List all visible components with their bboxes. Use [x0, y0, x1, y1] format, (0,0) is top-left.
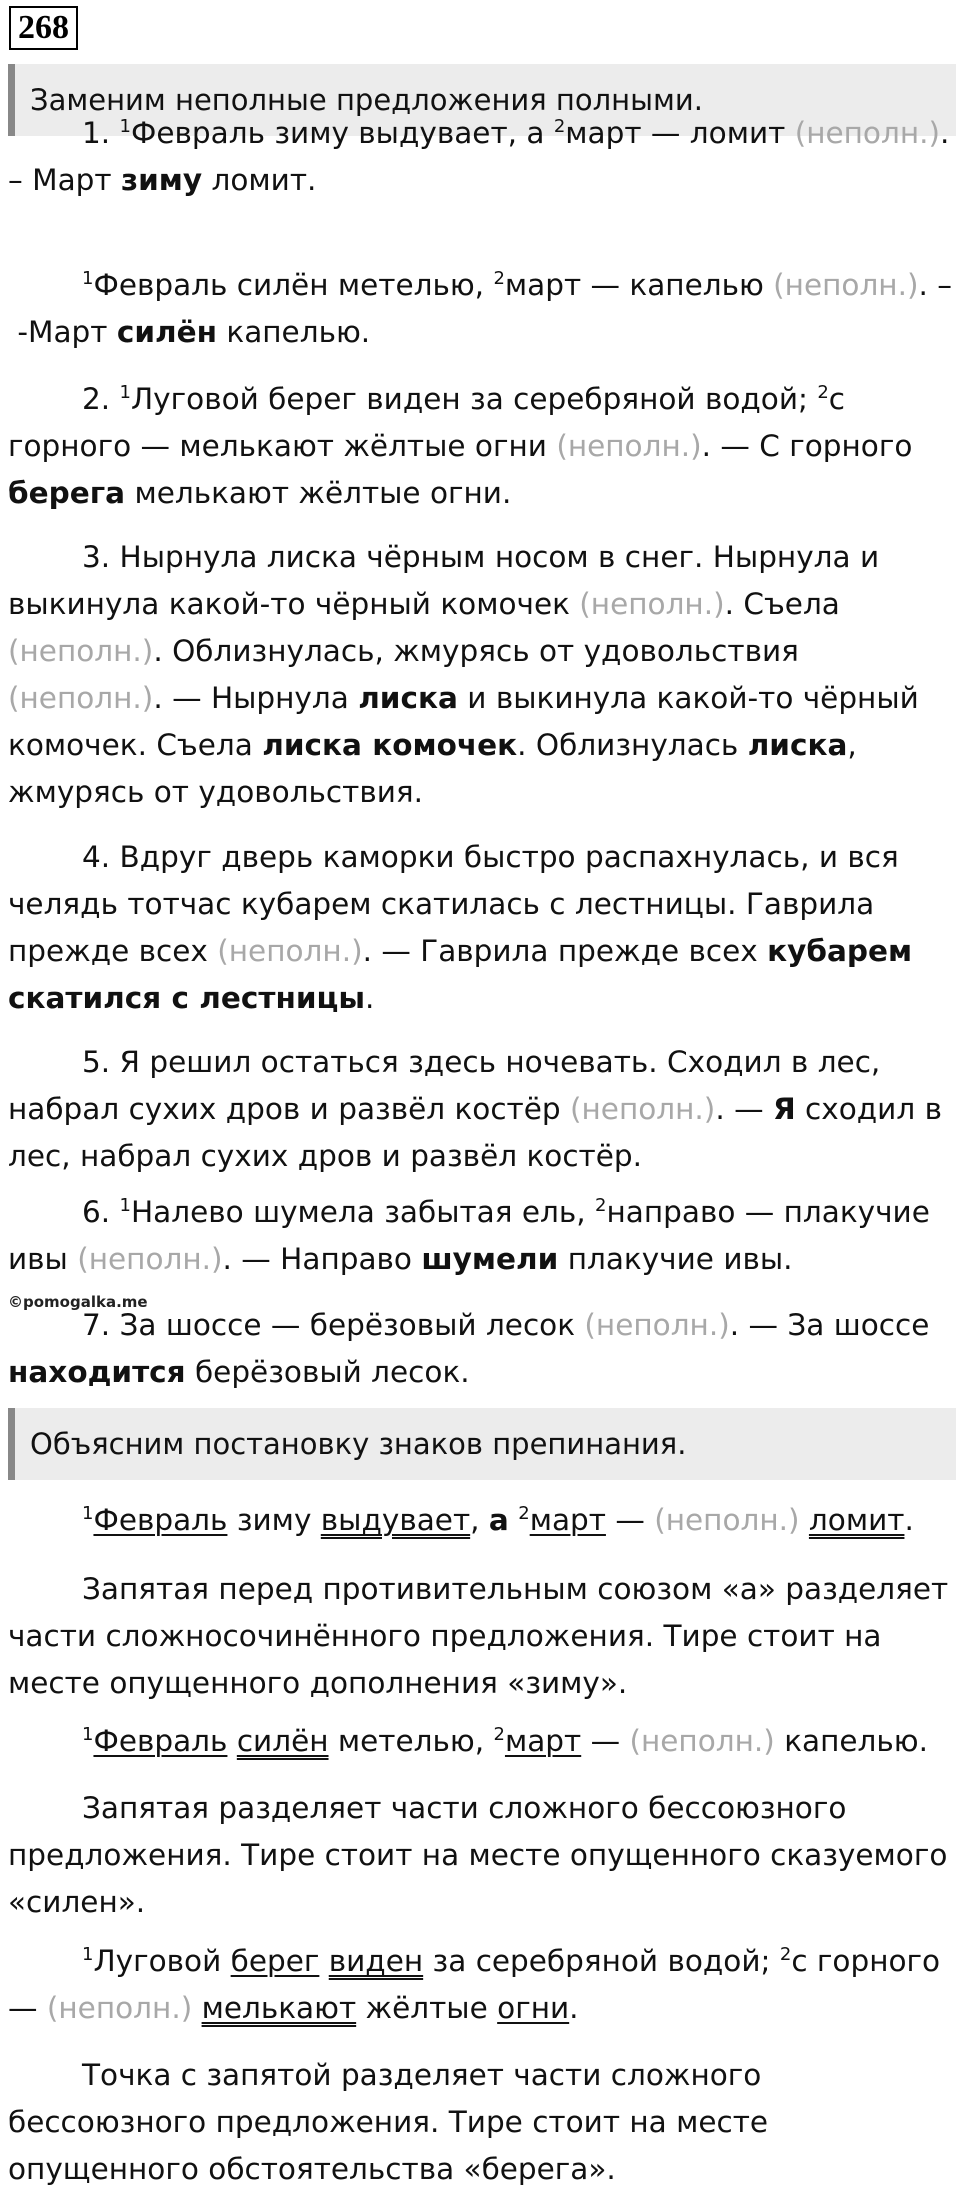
predicate: мелькают — [201, 1991, 357, 2025]
incomplete-mark: (неполн.) — [77, 1242, 223, 1276]
predicate: ломит — [808, 1503, 905, 1537]
incomplete-mark: (неполн.) — [584, 1308, 730, 1342]
incomplete-mark: (неполн.) — [794, 116, 940, 150]
incomplete-mark: (неполн.) — [8, 681, 154, 715]
sentence-5: 5. Я решил остаться здесь ночевать. Сходил в лес, набрал сухих дров и развёл костёр (неполн.). — Я сходил в лес, набрал сухих дров и развёл костёр. — [8, 1045, 942, 1173]
sentence-7: 7. За шоссе — берёзовый лесок (неполн.). — За шоссе находится берёзовый лесок. — [8, 1308, 930, 1389]
sentence-2: 2. $^1$Луговой берег виден за серебряной водой; $^2$с горного — мелькают жёлтые огни (неполн.). — С горного берега мелькают жёлтые огни. — [8, 382, 913, 510]
incomplete-mark: (неполн.) — [46, 1991, 193, 2025]
sentence-1b: $^1$Февраль силён метелью, $^2$март — капелью (неполн.). – -Март силён капелью. — [8, 268, 952, 349]
subject: Февраль — [93, 1724, 228, 1758]
incomplete-mark: (неполн.) — [8, 634, 154, 668]
explanation-3: Точка с запятой разделяет части сложного бессоюзного предложения. Тире стоит на месте опущенного обстоятельства «берега». — [8, 2058, 769, 2186]
incomplete-mark: (неполн.) — [629, 1724, 775, 1758]
section-header-replace: Заменим неполные предложения полными. — [8, 64, 956, 136]
sentence-4: 4. Вдруг дверь каморки быстро распахнулась, и вся челядь тотчас кубарем скатилась с лестницы. Гаврила прежде всех (неполн.). — Гаврила прежде всех кубарем скатился с лестницы. — [8, 840, 913, 1015]
parsed-sentence-1: $^1$Февраль зиму выдувает, а $^2$март — (неполн.) ломит. — [82, 1503, 914, 1537]
explanation-2: Запятая разделяет части сложного бессоюзного предложения. Тире стоит на месте опущенного сказуемого «силен». — [8, 1791, 948, 1919]
predicate: выдувает — [320, 1503, 471, 1537]
sentence-6: 6. $^1$Налево шумела забытая ель, $^2$направо — плакучие ивы (неполн.). — Направо шумели плакучие ивы. — [8, 1195, 930, 1276]
incomplete-mark: (неполн.) — [773, 268, 919, 302]
task-number: 268 — [9, 6, 78, 50]
parsed-sentence-2: $^1$Февраль силён метелью, $^2$март — (неполн.) капелью. — [82, 1724, 928, 1758]
sentence-3: 3. Нырнула лиска чёрным носом в снег. Нырнула и выкинула какой-то чёрный комочек (неполн.). Съела (неполн.). Облизнулась, жмурясь от удовольствия (неполн.). — Нырнула лиска и выкинула какой-то чёрный комочек. Съела лиска комочек. Облизнулась лиска, жмурясь от удовольствия. — [8, 540, 919, 809]
subject: март — [504, 1724, 582, 1758]
sentence-1: 1. $^1$Февраль зиму выдувает, а $^2$март — ломит (неполн.). – Март зиму ломит. — [8, 116, 950, 197]
watermark: ©pomogalka.me — [8, 1293, 148, 1311]
subject: огни — [497, 1991, 570, 2025]
incomplete-mark: (неполн.) — [654, 1503, 800, 1537]
incomplete-mark: (неполн.) — [570, 1092, 716, 1126]
explanation-1: Запятая перед противительным союзом «а» разделяет части сложносочинённого предложения. Тире стоит на месте опущенного дополнения «зиму». — [8, 1572, 949, 1700]
incomplete-mark: (неполн.) — [217, 934, 363, 968]
subject: март — [529, 1503, 606, 1537]
subject: берег — [230, 1944, 320, 1978]
section-header-explain: Объясним постановку знаков препинания. — [8, 1408, 956, 1480]
incomplete-mark: (неполн.) — [556, 429, 702, 463]
predicate: виден — [328, 1944, 424, 1978]
predicate: силён — [236, 1724, 329, 1758]
parsed-sentence-3: $^1$Луговой берег виден за серебряной водой; $^2$с горного — (неполн.) мелькают жёлтые огни. — [8, 1944, 941, 2025]
incomplete-mark: (неполн.) — [579, 587, 725, 621]
subject: Февраль — [93, 1503, 228, 1537]
